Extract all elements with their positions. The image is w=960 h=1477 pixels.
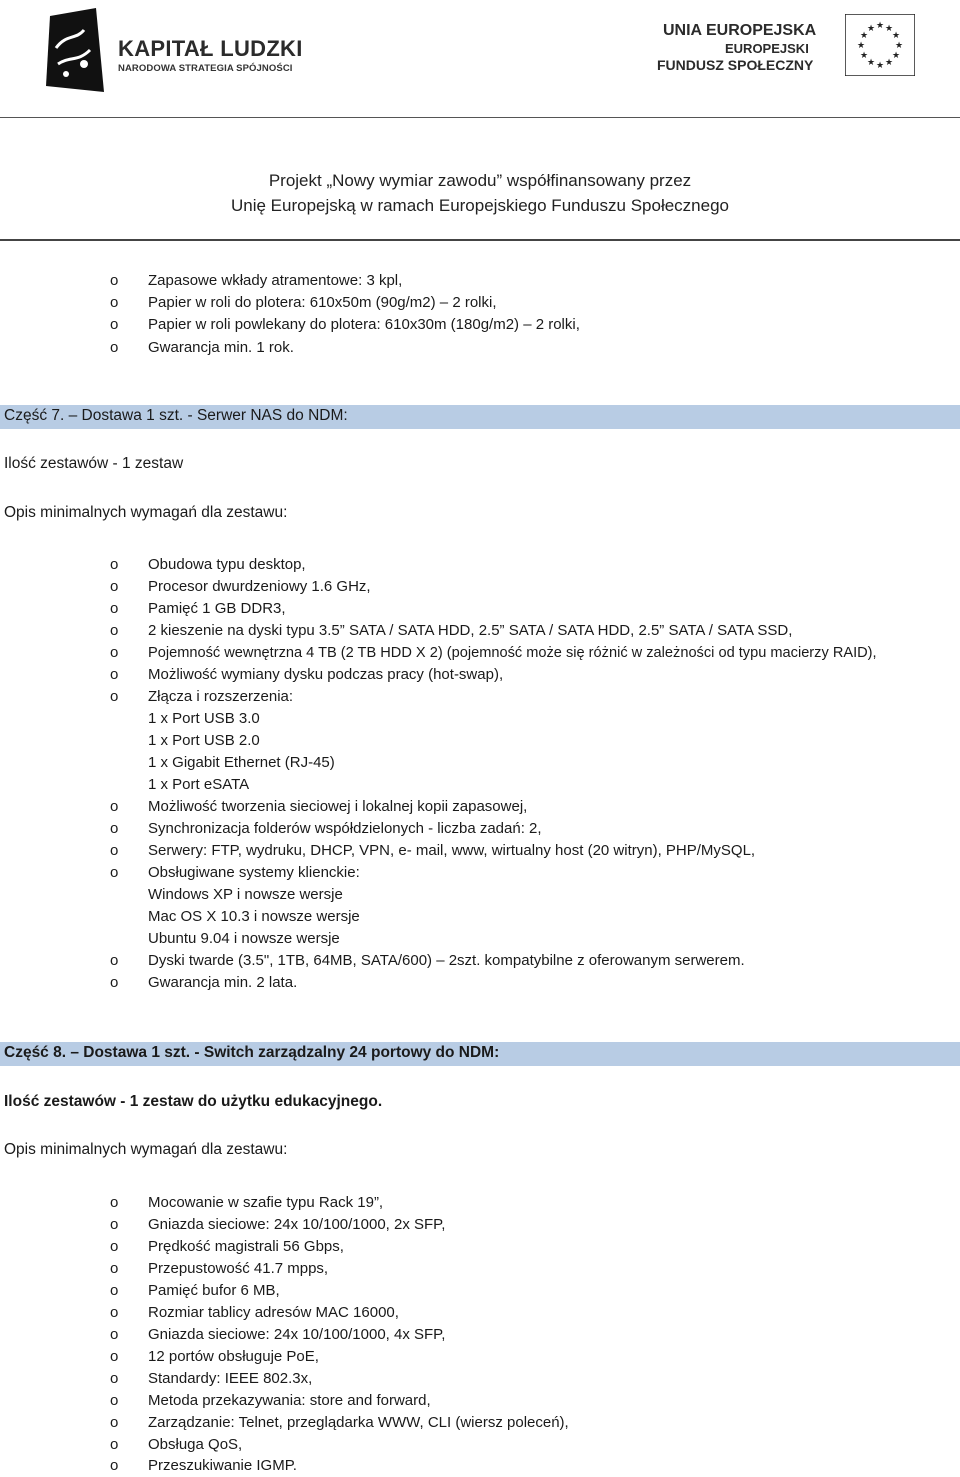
svg-text:★: ★ (866, 24, 876, 34)
svg-text:★: ★ (891, 31, 901, 41)
section-7-heading-bar (0, 405, 960, 429)
svg-text:★: ★ (884, 58, 894, 68)
logo-right-line1: UNIA EUROPEJSKA (663, 22, 817, 39)
logo-right-line3: FUNDUSZ SPOŁECZNY (657, 57, 814, 73)
svg-text:★: ★ (856, 41, 866, 51)
bullet: o (110, 316, 119, 333)
section-7-count: Ilość zestawów - 1 zestaw (4, 455, 184, 472)
eu-stars-flag-icon (845, 14, 915, 76)
section-7-description-label: Opis minimalnych wymagań dla zestawu: (4, 504, 288, 521)
svg-text:★: ★ (859, 51, 869, 61)
logo-left-title: KAPITAŁ LUDZKI (118, 36, 303, 61)
header-divider (0, 117, 960, 118)
svg-text:★: ★ (891, 51, 901, 61)
svg-text:★: ★ (875, 21, 885, 31)
bullet: o (110, 339, 119, 356)
svg-text:★: ★ (866, 58, 876, 68)
section-8-count: Ilość zestawów - 1 zestaw do użytku edukacyjnego. (4, 1093, 383, 1110)
project-title (0, 168, 960, 218)
svg-text:★: ★ (875, 61, 885, 71)
section-8-heading: Część 8. – Dostawa 1 szt. - Switch zarządzalny 24 portowy do NDM: (4, 1044, 500, 1061)
kapital-ludzki-logo (44, 6, 314, 96)
project-title-line1: Projekt „Nowy wymiar zawodu” współfinansowany przez (268, 171, 692, 190)
section-7-heading: Część 7. – Dostawa 1 szt. - Serwer NAS do NDM: (4, 407, 348, 424)
svg-text:★: ★ (859, 31, 869, 41)
bullet: o (110, 294, 119, 311)
kapital-ludzki-emblem-icon (44, 6, 114, 96)
logo-right-line2: EUROPEJSKI (725, 41, 809, 56)
svg-text:★: ★ (884, 24, 894, 34)
bullet: o (110, 272, 119, 289)
header-rule (0, 239, 960, 241)
svg-text:★: ★ (894, 41, 904, 51)
section-8-heading-bar (0, 1042, 960, 1066)
project-title-line2: Unię Europejską w ramach Europejskiego Funduszu Społecznego (230, 196, 729, 215)
section-8-description-label: Opis minimalnych wymagań dla zestawu: (4, 1141, 288, 1158)
eu-logo (655, 14, 925, 84)
logo-left-subtitle: NARODOWA STRATEGIA SPÓJNOŚCI (118, 63, 293, 74)
